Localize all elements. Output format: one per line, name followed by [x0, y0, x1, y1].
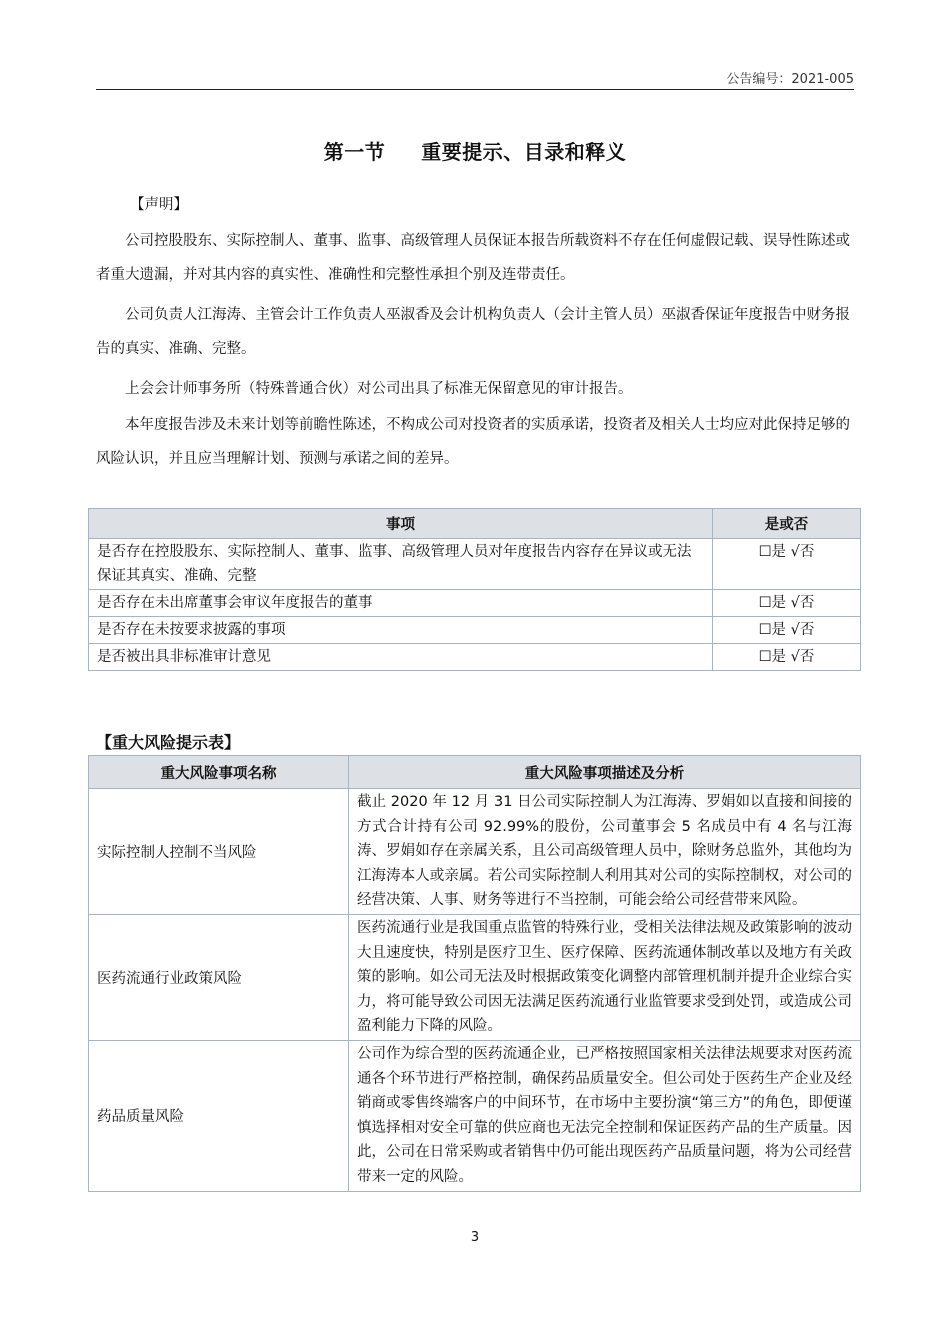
- table-row: [89, 590, 861, 617]
- statement-paragraph: 公司控股股东、实际控制人、董事、监事、高级管理人员保证本报告所载资料不存在任何虚假记载、误导性陈述或者重大遗漏，并对其内容的真实性、准确性和完整性承担个别及连带责任。: [96, 233, 850, 283]
- risk-name: 医药流通行业政策风险: [89, 914, 349, 1040]
- declaration-item: 是否存在控股股东、实际控制人、董事、监事、高级管理人员对年度报告内容存在异议或无法保证其真实、准确、完整: [89, 539, 713, 590]
- statement-paragraph: 本年度报告涉及未来计划等前瞻性陈述，不构成公司对投资者的实质承诺，投资者及相关人士均应对此保持足够的风险认识，并且应当理解计划、预测与承诺之间的差异。: [96, 417, 850, 467]
- table-row: [89, 1040, 861, 1191]
- section-number: 第一节: [323, 140, 386, 164]
- section-title: [0, 136, 950, 165]
- statement-paragraph: 上会会计师事务所（特殊普通合伙）对公司出具了标准无保留意见的审计报告。: [125, 381, 633, 397]
- yes-no-answer: ☐是 √否: [713, 539, 861, 590]
- yes-no-answer: ☐是 √否: [713, 590, 861, 617]
- table-header-row: [89, 756, 861, 789]
- declaration-table: [88, 508, 861, 671]
- table-row: [89, 789, 861, 915]
- table-row: [89, 644, 861, 671]
- page-number: 3: [470, 1230, 480, 1245]
- table-row: [89, 617, 861, 644]
- announcement-code: 公告编号：2021-005: [726, 72, 854, 87]
- risk-description: 医药流通行业是我国重点监管的特殊行业，受相关法律法规及政策影响的波动大且速度快，特别是医疗卫生、医疗保障、医药流通体制改革以及地方有关政策的影响。如公司无法及时根据政策变化调整内部管理机制并提升企业综合实力，将可能导致公司因无法满足医药流通行业监管要求受到处罚，或造成公司盈利能力下降的风险。: [349, 914, 861, 1040]
- declaration-item: 是否存在未按要求披露的事项: [89, 617, 713, 644]
- header-divider: [96, 89, 854, 90]
- yes-no-answer: ☐是 √否: [713, 644, 861, 671]
- risk-description: 截止 2020 年 12 月 31 日公司实际控制人为江海涛、罗娟如以直接和间接的方式合计持有公司 92.99%的股份，公司董事会 5 名成员中有 4 名与江海涛、罗娟如存在亲属关系，且公司高级管理人员中，除财务总监外，其他均为江海涛本人或亲属。若公司实际控制人利用其对公司的实际控制权，对公司的经营决策、人事、财务等进行不当控制，可能会给公司经营带来风险。: [349, 789, 861, 915]
- yes-no-answer: ☐是 √否: [713, 617, 861, 644]
- table-row: [89, 914, 861, 1040]
- column-header: 重大风险事项名称: [89, 756, 349, 789]
- section-heading: 重要提示、目录和释义: [421, 140, 627, 164]
- table-header-row: [89, 509, 861, 539]
- risk-name: 实际控制人控制不当风险: [89, 789, 349, 915]
- column-header: 重大风险事项描述及分析: [349, 756, 861, 789]
- statement-paragraph: 公司负责人江海涛、主管会计工作负责人巫淑香及会计机构负责人（会计主管人员）巫淑香保证年度报告中财务报告的真实、准确、完整。: [96, 307, 850, 357]
- risk-table-heading: 【重大风险提示表】: [96, 733, 241, 752]
- risk-name: 药品质量风险: [89, 1040, 349, 1191]
- column-header: 事项: [89, 509, 713, 539]
- risk-table: [88, 755, 861, 1192]
- statement-heading: 【声明】: [130, 197, 188, 213]
- risk-description: 公司作为综合型的医药流通企业，已严格按照国家相关法律法规要求对医药流通各个环节进行严格控制，确保药品质量安全。但公司处于医药生产企业及经销商或零售终端客户的中间环节，在市场中主要扮演“第三方”的角色，即便谨慎选择相对安全可靠的供应商也无法完全控制和保证医药产品的生产质量。因此，公司在日常采购或者销售中仍可能出现医药产品质量问题，将为公司经营带来一定的风险。: [349, 1040, 861, 1191]
- table-row: [89, 539, 861, 590]
- column-header: 是或否: [713, 509, 861, 539]
- declaration-item: 是否被出具非标准审计意见: [89, 644, 713, 671]
- declaration-item: 是否存在未出席董事会审议年度报告的董事: [89, 590, 713, 617]
